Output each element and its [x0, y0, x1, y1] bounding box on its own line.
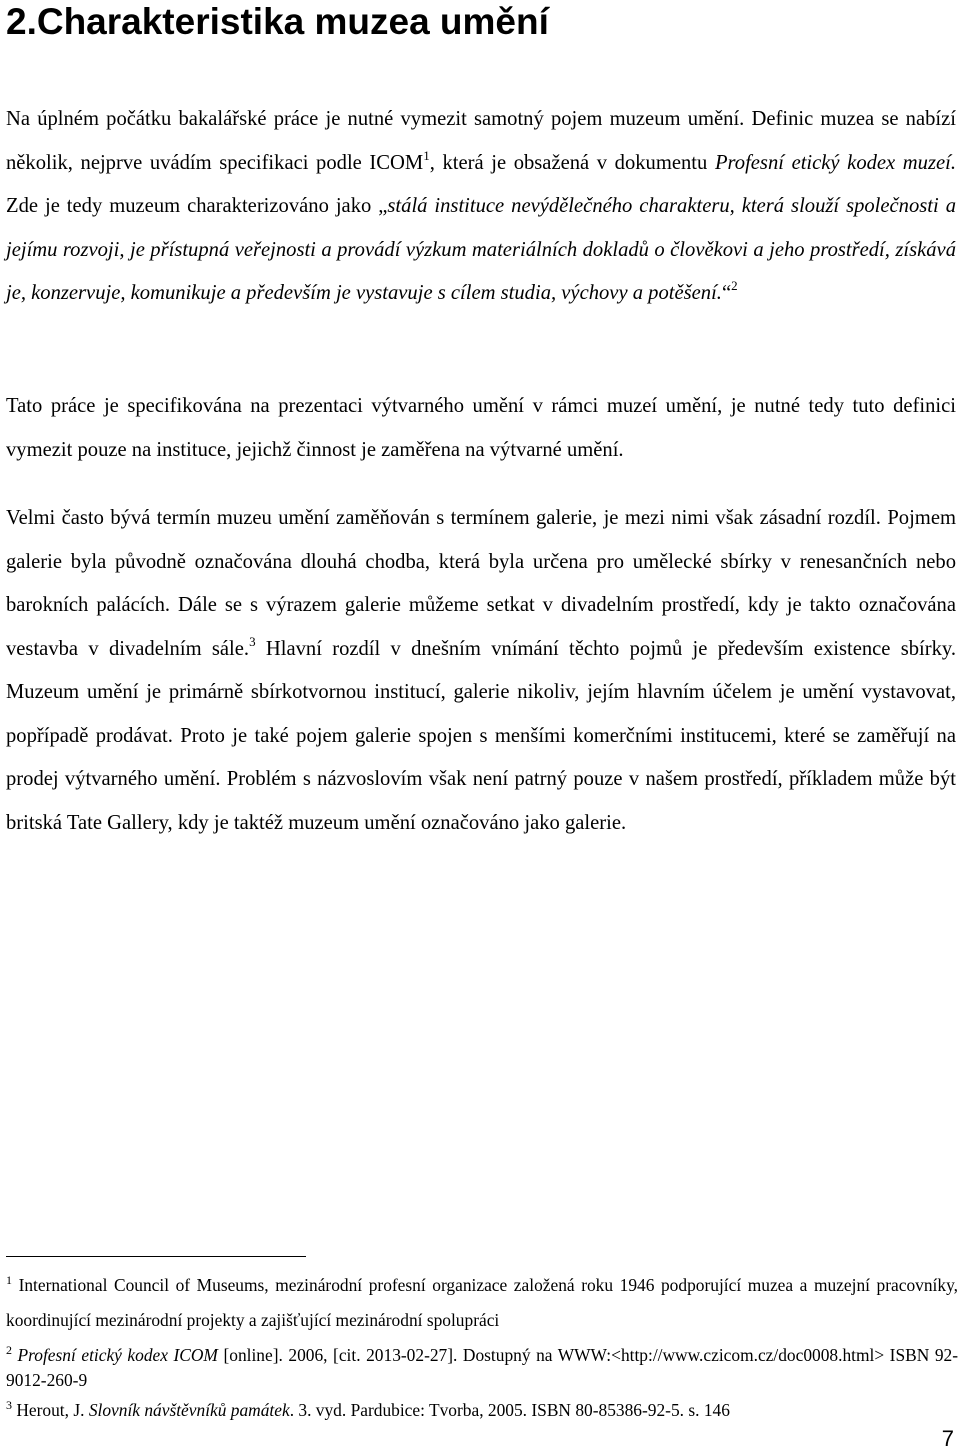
p1-text-b: , která je obsažená v dokumentu: [429, 151, 715, 174]
footnote-2-title: Profesní etický kodex ICOM: [12, 1345, 218, 1365]
page-number: 7: [941, 1426, 954, 1451]
paragraph-gallery: [6, 497, 956, 845]
p3-text-a: Velmi často bývá termín muzeu umění zaměňován s termínem galerie, je mezi nimi však zásadní rozdíl. Pojmem galerie byla původně označována dlouhá chodba, která byla určena pro umělecké sbírky v renesančních nebo barokních palácích. Dále se s výrazem galerie můžeme setkat v divadelním prostředí, kdy je takto označována vestavba v divadelním sále.: [6, 507, 956, 660]
footnote-2-text: [online]. 2006, [cit. 2013-02-27]. Dostupný na WWW:<http://www.czicom.cz/doc0008.html> ISBN 92-9012-260-9: [6, 1345, 959, 1390]
p1-text-a: Na úplném počátku bakalářské práce je nutné vymezit samotný pojem muzeum umění. Definic muzea se nabízí několik, nejprve uvádím specifikaci podle ICOM: [6, 108, 956, 174]
footnote-1-text: International Council of Museums, mezinárodní profesní organizace založená roku 1946 podporující muzea a muzejní pracovníky, koordinující mezinárodní projekty a zajišťující mezinárodní spolupráci: [6, 1275, 958, 1330]
footnote-1-number: 1: [6, 1273, 12, 1287]
document-title: Profesní etický kodex muzeí.: [714, 151, 956, 174]
p3-text-b: Hlavní rozdíl v dnešním vnímání těchto pojmů je především existence sbírky. Muzeum umění je primárně sbírkotvornou institucí, galerie nikoliv, jejím hlavním účelem je umění vystavovat, popřípadě prodávat. Proto je také pojem galerie spojen s menšími komerčními institucemi, které se zaměřují na prodej výtvarného umění. Problém s názvoslovím však není patrný pouze v našem prostředí, příkladem může být britská Tate Gallery, kdy je taktéž muzeum umění označováno jako galerie.: [6, 637, 957, 834]
p1-text-c: Zde je tedy muzeum charakterizováno jako „: [6, 195, 388, 217]
chapter-heading: 2.Charakteristika muzea umění: [6, 1, 549, 42]
paragraph-definition: [6, 98, 956, 316]
p1-text-d: “: [721, 282, 732, 304]
footnote-2-number: 2: [6, 1343, 12, 1357]
footnote-3-title: Slovník návštěvníků památek: [88, 1400, 290, 1420]
footnote-3-text: . 3. vyd. Pardubice: Tvorba, 2005. ISBN 80-85386-92-5. s. 146: [289, 1400, 730, 1420]
footnote-ref-1[interactable]: 1: [423, 147, 430, 163]
footnote-separator: [6, 1256, 306, 1257]
footnote-2: [6, 1343, 958, 1393]
footnotes: [6, 1268, 958, 1423]
footnote-3-number: 3: [6, 1398, 12, 1412]
footnote-ref-2[interactable]: 2: [731, 278, 738, 293]
footnote-3: [6, 1398, 958, 1423]
definition-quote: stálá instituce nevýdělečného charakteru, která slouží společnosti a jejímu rozvoji, je přístupná veřejnosti a provádí výzkum materiálních dokladů o člověkovi a jeho prostředí, získává je, konzervuje, komunikuje a především je vystavuje s cílem studia, výchovy a potěšení.: [6, 195, 956, 304]
paragraph-scope: Tato práce je specifikována na prezentaci výtvarného umění v rámci muzeí umění, je nutné tedy tuto definici vymezit pouze na instituce, jejichž činnost je zaměřena na výtvarné umění.: [6, 395, 956, 461]
footnote-3-author: Herout, J.: [12, 1400, 89, 1420]
footnote-1: [6, 1268, 958, 1338]
footnote-ref-3[interactable]: 3: [249, 633, 256, 649]
